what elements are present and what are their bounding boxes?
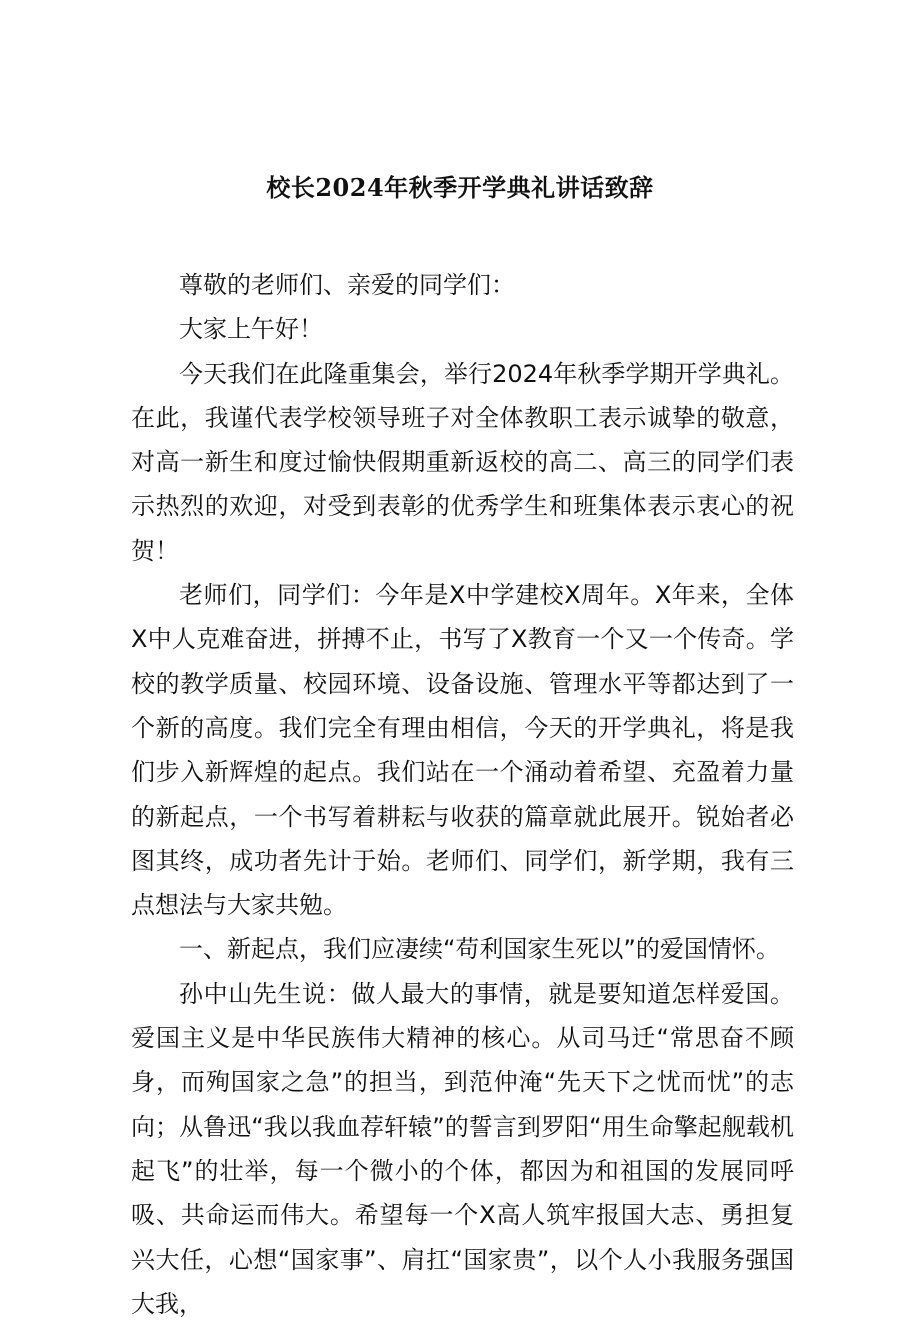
section-heading-paragraph: 一、新起点，我们应凄续“苟利国家生死以”的爱国情怀。 xyxy=(179,935,780,964)
document-title: 校长2024年秋季开学典礼讲话致辞 xyxy=(266,173,654,202)
salutation-paragraph: 尊敬的老师们、亲爱的同学们： xyxy=(179,271,515,299)
body-paragraph: 孙中山先生说：做人最大的事情，就是要知道怎样爱国。爱国主义是中华民族伟大精神的核心。从司马迁“常思奋不顾身，而殉国家之急”的担当，到范仲淹“先天下之忧而忧”的志向；从鲁迅“我以我血荐轩辕”的誓言到罗阳“用生命擎起舰载机起飞”的壮举，每一个微小的个体，都因为和祖国的发展同呼吸、共命运而伟大。希望每一个X高人筑牢报国大志、勇担复兴大任，心想“国家事”、肩扛“国家贵”，以个人小我服务强国大我， xyxy=(131,979,794,1318)
body-paragraph: 今天我们在此隆重集会，举行2024年秋季学期开学典礼。在此，我谨代表学校领导班子对全体教职工表示诚挚的敬意，对高一新生和度过愉快假期重新返校的高二、高三的同学们表示热烈的欢迎，对受到表彰的优秀学生和班集体表示衷心的祝贺！ xyxy=(131,359,794,565)
body-paragraph: 老师们，同学们：今年是X中学建校X周年。X年来，全体X中人克难奋进，拼搏不止，书写了X教育一个又一个传奇。学校的教学质量、校园环境、设备设施、管理水平等都达到了一个新的高度。我们完全有理由相信，今天的开学典礼，将是我们步入新辉煌的起点。我们站在一个涌动着希望、充盈着力量的新起点，一个书写着耕耘与收获的篇章就此展开。锐始者必图其终，成功者先计于始。老师们、同学们，新学期，我有三点想法与大家共勉。 xyxy=(131,581,794,920)
document-body xyxy=(131,263,794,1326)
greeting-paragraph: 大家上午好！ xyxy=(179,315,323,344)
